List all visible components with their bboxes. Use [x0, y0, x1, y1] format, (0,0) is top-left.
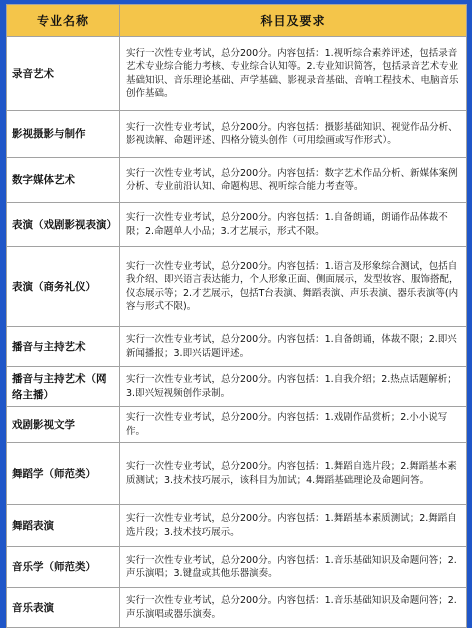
- requirement-text: 实行一次性专业考试，总分200分。内容包括：数字艺术作品分析、新媒体案例分析、专业前沿认知、命题构思、视听综合能力考查等。: [120, 158, 467, 203]
- major-name: 舞蹈表演: [7, 505, 120, 547]
- table-row: [7, 443, 467, 505]
- major-name: 戏剧影视文学: [7, 407, 120, 443]
- major-name: 音乐表演: [7, 588, 120, 628]
- table-row: [7, 158, 467, 203]
- requirement-text: 实行一次性专业考试，总分200分。内容包括：1.语言及形象综合测试，包括自我介绍、即兴语言表达能力，个人形象正面、侧面展示，发型妆容、服饰搭配，仪态展示等；2.才艺展示，包括T台表演、舞蹈表演、声乐表演、器乐表演等(内容与形式不限)。: [120, 247, 467, 327]
- table-row: [7, 203, 467, 247]
- table-row: [7, 547, 467, 588]
- table-row: [7, 247, 467, 327]
- requirement-text: 实行一次性专业考试，总分200分。内容包括：1.视听综合素养评述，包括录音艺术专业综合能力考核、专业综合认知等。2.专业知识简答，包括录音艺术专业基础知识、音乐理论基础、声学基础、影视录音基础、音响工程技术、电脑音乐创作基础。: [120, 37, 467, 111]
- table-header-row: [7, 5, 467, 37]
- requirement-text: 实行一次性专业考试，总分200分。内容包括：1.舞蹈自选片段；2.舞蹈基本素质测试；3.技术技巧展示，该科目为加试；4.舞蹈基础理论及命题问答。: [120, 443, 467, 505]
- requirement-text: 实行一次性专业考试，总分200分。内容包括：1.戏剧作品赏析；2.小小说写作。: [120, 407, 467, 443]
- major-name: 表演（商务礼仪）: [7, 247, 120, 327]
- table-row: [7, 407, 467, 443]
- major-name: 舞蹈学（师范类）: [7, 443, 120, 505]
- requirement-text: 实行一次性专业考试，总分200分。内容包括：1.自备朗诵，朗诵作品体裁不限；2.命题单人小品；3.才艺展示，形式不限。: [120, 203, 467, 247]
- major-name: 播音与主持艺术: [7, 327, 120, 367]
- requirement-text: 实行一次性专业考试，总分200分。内容包括：摄影基础知识、视觉作品分析、影视读解、命题评述、四格分镜头创作（可用绘画或写作形式）。: [120, 111, 467, 158]
- major-name: 音乐学（师范类）: [7, 547, 120, 588]
- major-name: 影视摄影与制作: [7, 111, 120, 158]
- requirement-text: 实行一次性专业考试，总分200分。内容包括：1.舞蹈基本素质测试；2.舞蹈自选片段；3.技术技巧展示。: [120, 505, 467, 547]
- requirement-text: 实行一次性专业考试，总分200分。内容包括：1.自我介绍；2.热点话题解析；3.即兴短视频创作录制。: [120, 367, 467, 407]
- table-row: [7, 588, 467, 628]
- table-row: [7, 327, 467, 367]
- requirement-text: 实行一次性专业考试，总分200分。内容包括：1.音乐基础知识及命题问答；2.声乐演唱或器乐演奏。: [120, 588, 467, 628]
- exam-requirements-table: [6, 4, 467, 628]
- table-row: [7, 367, 467, 407]
- table-row: [7, 111, 467, 158]
- major-name: 播音与主持艺术（网络主播）: [7, 367, 120, 407]
- table-row: [7, 37, 467, 111]
- header-major: 专业名称: [7, 5, 120, 37]
- table-row: [7, 505, 467, 547]
- major-name: 数字媒体艺术: [7, 158, 120, 203]
- requirement-text: 实行一次性专业考试，总分200分。内容包括：1.音乐基础知识及命题问答；2.声乐演唱；3.键盘或其他乐器演奏。: [120, 547, 467, 588]
- major-name: 表演（戏剧影视表演）: [7, 203, 120, 247]
- header-requirement: 科目及要求: [120, 5, 467, 37]
- requirement-text: 实行一次性专业考试，总分200分。内容包括：1.自备朗诵，体裁不限；2.即兴新闻播报；3.即兴话题评述。: [120, 327, 467, 367]
- major-name: 录音艺术: [7, 37, 120, 111]
